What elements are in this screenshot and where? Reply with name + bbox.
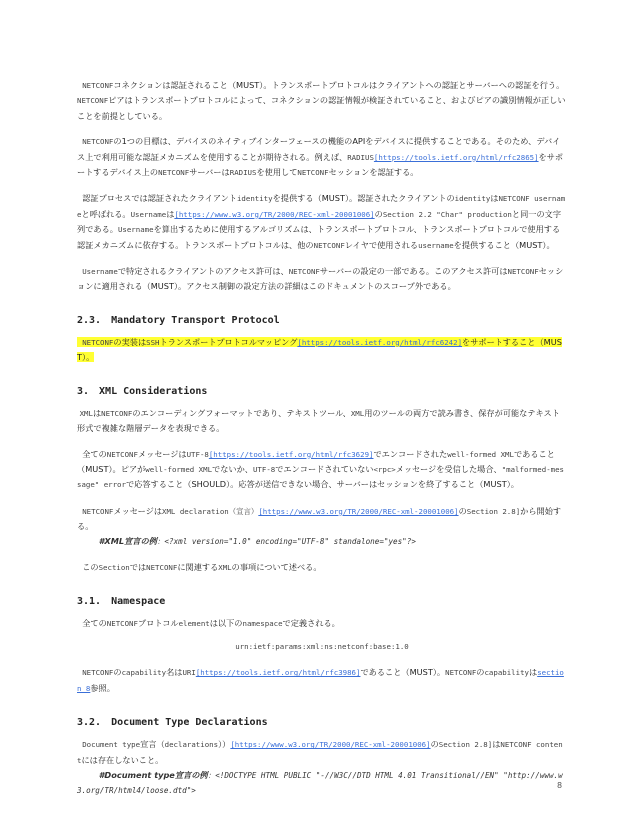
text: は — [490, 193, 499, 204]
text: トランスポートプロトコルマッピング — [159, 336, 298, 347]
text: は — [492, 739, 501, 750]
term: NETCONF — [101, 408, 133, 418]
term: NETCONF — [297, 168, 329, 178]
paragraph-utf8-requirement — [77, 447, 567, 493]
text: で定義される。 — [282, 617, 340, 628]
text: であること（MUST）。 — [360, 667, 446, 678]
text: を使用して — [256, 167, 298, 178]
term: Username — [82, 267, 118, 277]
term: NETCONF — [288, 267, 320, 277]
text: は — [92, 407, 102, 418]
text: 認証プロセスでは認証されたクライアント — [82, 193, 237, 204]
text: の — [458, 505, 467, 516]
text: をサポートすること（MUST）。 — [77, 336, 562, 363]
text: この — [82, 561, 99, 572]
text: 名は — [166, 667, 183, 678]
term: Section 2.2 "Char" production — [382, 209, 512, 219]
term: XML — [218, 562, 232, 572]
term: NETCONF — [507, 267, 539, 277]
text: サーバーは — [189, 167, 230, 178]
text: メッセージは — [113, 505, 163, 516]
example-label: #Document type宣言の例 — [98, 769, 208, 780]
section-heading-3-1: 3.1. Namespace — [77, 595, 166, 607]
example-label: #XML宣言の例 — [98, 535, 157, 546]
paragraph-section-scope — [77, 560, 567, 575]
text: の — [430, 739, 439, 750]
term: Section — [98, 562, 130, 572]
term: Section 2.8] — [438, 740, 493, 750]
term: username — [418, 240, 454, 250]
text: の — [476, 667, 485, 678]
term: NETCONF — [146, 562, 178, 572]
text: の — [113, 667, 122, 678]
term: NETCONF — [313, 240, 345, 250]
text: の事項について述べる。 — [231, 561, 322, 572]
text: 参照。 — [90, 682, 115, 693]
text: であること（MUST）。ピアが — [77, 448, 555, 474]
text: には存在しないこと。 — [81, 754, 164, 765]
section-heading-3: 3. XML Considerations — [77, 385, 208, 397]
text: に関連する — [177, 561, 219, 572]
text: を提供すること（MUST）。 — [453, 239, 555, 250]
text: のエンコーディングフォーマットであり、テキストツール、 — [132, 407, 351, 418]
term: Username — [117, 225, 154, 235]
example-code: ：<?xml version="1.0" encoding="UTF-8" standalone="yes"?> — [156, 536, 416, 546]
paragraph-namespace — [77, 616, 567, 631]
rfc3986-link[interactable]: [https://tools.ietf.org/html/rfc3986] — [195, 668, 361, 678]
text: 全ての — [82, 617, 107, 628]
term: NETCONF username — [77, 194, 566, 219]
text: セッションを認証する。 — [328, 167, 419, 178]
text: は — [166, 208, 175, 219]
text: から開始する。 — [77, 505, 562, 532]
paragraph-netconf-authentication — [77, 78, 567, 123]
highlighted-text — [77, 337, 562, 362]
term: capability — [484, 668, 529, 678]
paragraph-mandatory-transport — [77, 335, 567, 365]
text: メッセージは — [137, 448, 187, 459]
text: セッションに適用される（MUST）。アクセス制御の設定方法の詳細はこのドキュメントのスコープ外である。 — [77, 266, 564, 292]
term: <rpc> — [373, 464, 396, 474]
page-content — [77, 78, 567, 809]
text: の1つの目標は、デバイスのネイティブインターフェースの機能のAPIをデバイスに提供することである。そのため、デバイス上で利用可能な認証メカニズムを使用することが期待される。例えば、 — [77, 136, 561, 162]
text: をサポートするデバイス上の — [77, 151, 564, 178]
term: "malformed-message" error — [77, 464, 564, 490]
term: UTF-8 — [186, 449, 209, 459]
paragraph-authentication-process — [77, 191, 567, 253]
term: capability — [121, 668, 167, 678]
rfc6242-link[interactable]: [https://tools.ietf.org/html/rfc6242] — [297, 337, 463, 347]
namespace-urn: urn:ietf:params:xml:ns:netconf:base:1.0 — [235, 642, 409, 652]
doctype-example — [77, 771, 563, 795]
paragraph-xml-format — [77, 406, 567, 436]
term: SSH — [146, 337, 160, 347]
text: メッセージを受信した場合、 — [395, 463, 502, 474]
text: でエンコードされていない — [275, 463, 374, 474]
section-heading-3-2: 3.2. Document Type Declarations — [77, 717, 268, 729]
text: 全ての — [82, 448, 107, 459]
xml-spec-link[interactable]: [https://www.w3.org/TR/2000/REC-xml-20001006] — [174, 209, 375, 219]
text: の実装は — [113, 336, 147, 347]
term: identity — [454, 194, 491, 204]
rfc2865-link[interactable]: [https://tools.ietf.org/html/rfc2865] — [373, 152, 539, 162]
example-code: ：<!DOCTYPE HTML PUBLIC "-//W3C//DTD HTML 4.01 Transitional//EN" "http://www.w3.org/TR/html4/loose.dtd"> — [77, 770, 563, 795]
xml-declaration-example — [77, 537, 416, 546]
paragraph-netconf-goal — [77, 134, 567, 180]
text: を算出するために使用するアルゴリズムは、トランスポートプロトコル、トランスポートプロトコルで使用する認証メカニズムに依存する。トランスポートプロトコルは、他の — [77, 224, 561, 250]
text: を提供する（MUST）。認証されたクライアントの — [272, 193, 455, 204]
term: NETCONF — [106, 449, 138, 459]
term: Username — [130, 209, 167, 219]
term: identity — [236, 194, 273, 204]
term: URI — [182, 668, 196, 678]
page-number: 8 — [557, 781, 563, 790]
text: で応答すること（SHOULD）。応答が送信できない場合、サーバーはセッションを終了すること（MUST）。 — [125, 479, 519, 490]
term: NETCONF — [82, 668, 114, 678]
text: と呼ばれる。 — [81, 208, 131, 219]
text: でエンコードされた — [373, 448, 448, 459]
term: declarations — [164, 740, 219, 750]
text: プロトコル — [137, 617, 179, 628]
text: ）） — [218, 739, 231, 750]
term: XML declaration（宣言） — [162, 506, 259, 516]
paragraph-capability-uri — [77, 665, 567, 696]
text: では — [129, 561, 147, 572]
term: well-formed XML — [447, 449, 514, 459]
term: NETCONF content — [77, 740, 563, 765]
xml-spec-link[interactable]: [https://www.w3.org/TR/2000/REC-xml-20001006] — [230, 740, 431, 750]
text: サーバーの設定の一部である。このアクセス許可は — [319, 266, 508, 277]
term: NETCONF — [82, 506, 114, 516]
text: 用のツールの両方で読み書き、保存が可能なテキスト形式で複雑な階層データを表現できる。 — [77, 407, 560, 434]
term: NETCONF — [82, 137, 114, 147]
term: NETCONF — [82, 81, 114, 90]
paragraph-xml-declaration — [77, 504, 567, 549]
section-8-link[interactable]: section 8 — [77, 668, 564, 693]
text: で特定されるクライアントのアクセス許可は、 — [117, 266, 289, 277]
text: は — [528, 667, 538, 678]
term: RADIUS — [229, 168, 257, 178]
section-heading-2-3: 2.3. Mandatory Transport Protocol — [77, 314, 280, 326]
term: Document type — [82, 740, 141, 750]
term: XML — [79, 408, 93, 418]
text: の — [374, 208, 383, 219]
text: と同一の文字列である。 — [77, 208, 562, 235]
text: レイヤで使用される — [344, 239, 419, 250]
term: Section 2.8] — [466, 506, 521, 516]
term: RADIUS — [347, 152, 374, 162]
text: コネクションは認証されること（MUST）。トランスポートプロトコルはクライアントへの認証とサーバーへの認証を行う。 — [113, 80, 565, 90]
term: NETCONF — [106, 618, 138, 628]
text: ピアはトランスポートプロトコルによって、コネクションの認証情報が検証されていること、およびピアの識別情報が正しいことを前提としている。 — [77, 95, 566, 121]
term: NETCONF — [82, 337, 114, 347]
term: NETCONF — [158, 168, 190, 178]
term: UTF-8 — [252, 464, 276, 474]
text: は以下の — [209, 617, 243, 628]
xml-spec-link[interactable]: [https://www.w3.org/TR/2000/REC-xml-20001006] — [258, 506, 459, 516]
text: 宣言（ — [140, 739, 165, 750]
term: element — [178, 618, 210, 628]
paragraph-access-permission — [77, 264, 567, 294]
text: でないか、 — [212, 463, 253, 474]
term: XML — [350, 408, 365, 418]
term: NETCONF — [77, 96, 109, 106]
term: namespace — [242, 618, 283, 628]
term: well-formed XML — [145, 464, 213, 474]
term: NETCONF — [445, 668, 477, 678]
rfc3629-link[interactable]: [https://tools.ietf.org/html/rfc3629] — [208, 449, 374, 459]
paragraph-doctype — [77, 737, 567, 798]
